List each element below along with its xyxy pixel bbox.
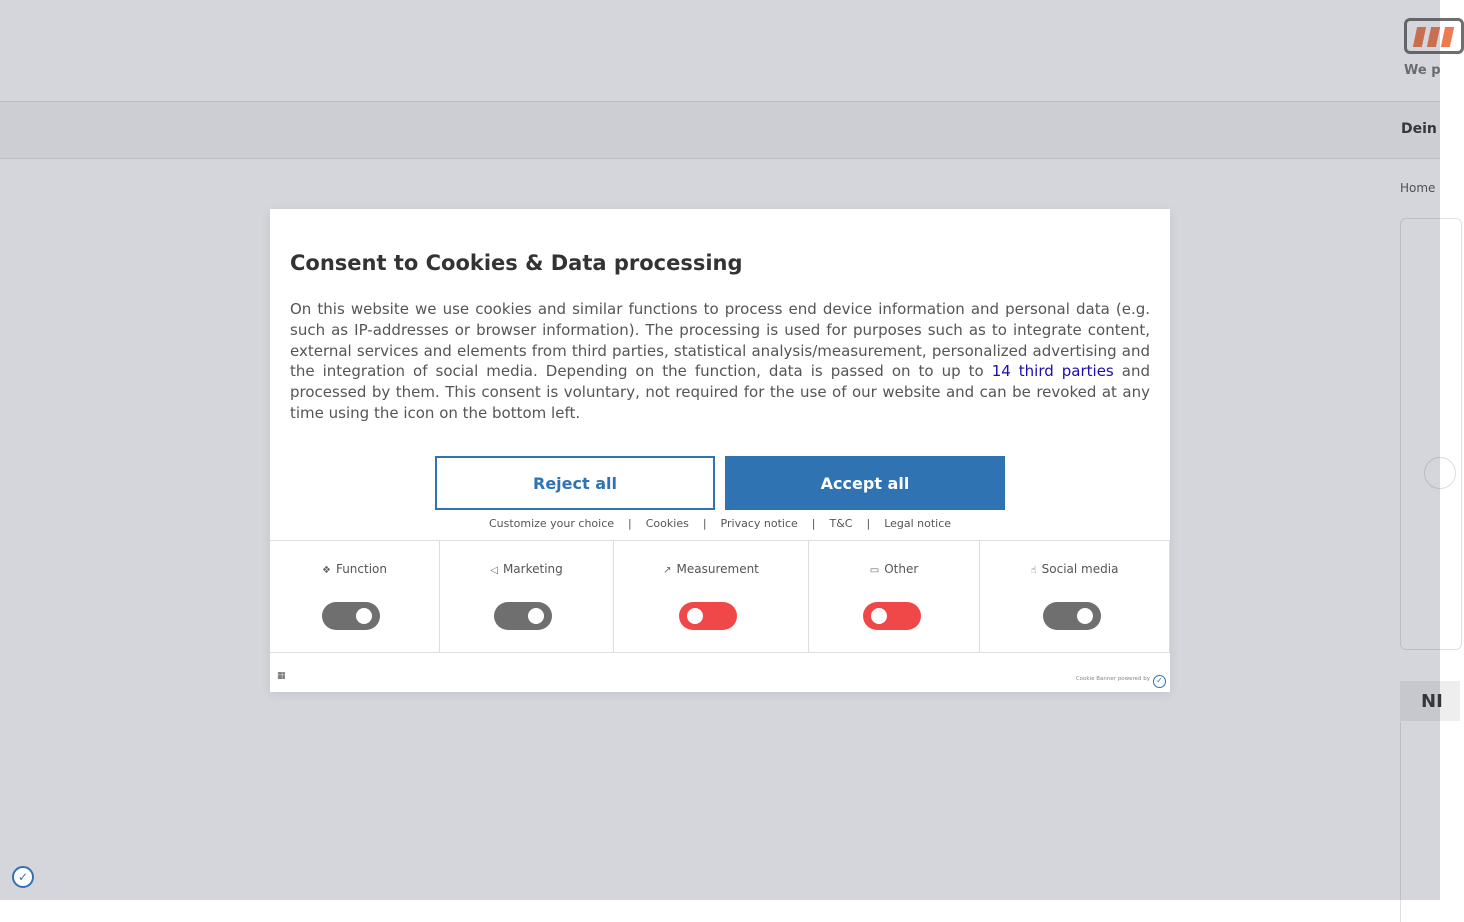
dialog-links: [270, 517, 1170, 530]
breadcrumb[interactable]: Home: [1400, 181, 1436, 195]
link-separator: |: [628, 517, 632, 530]
category-label: Function: [335, 562, 387, 576]
marketing-toggle[interactable]: [494, 602, 552, 630]
language-icon[interactable]: ▦: [277, 671, 286, 681]
other-toggle[interactable]: [863, 602, 921, 630]
chart-icon: ↗: [663, 565, 672, 576]
consent-provider-logo-icon: ✓: [1153, 675, 1166, 688]
chat-icon: ▭: [869, 565, 880, 576]
dialog-title: Consent to Cookies & Data processing: [290, 251, 743, 275]
link-separator: |: [811, 517, 816, 530]
customize-choice-link[interactable]: Customize your choice: [488, 517, 615, 530]
dialog-description: [290, 299, 1150, 424]
description-text-continued: and processed by them. This consent is voluntary, not required for the use of our website and can be revoked at any time using the icon on the bottom left.: [290, 362, 1150, 422]
thumbs-up-icon: ☝: [1030, 565, 1037, 576]
category-marketing: [440, 541, 614, 652]
link-separator: |: [866, 517, 871, 530]
powered-by-text: Cookie Banner powered by: [1075, 676, 1150, 682]
cookie-consent-dialog: [270, 209, 1170, 692]
category-function: [270, 541, 440, 652]
category-label: Marketing: [502, 562, 563, 576]
category-social-media: [980, 541, 1170, 652]
toggle-knob: [687, 608, 703, 624]
legal-notice-link[interactable]: Legal notice: [884, 517, 952, 530]
terms-link[interactable]: T&C: [829, 517, 853, 530]
toggle-knob: [528, 608, 544, 624]
toggle-knob: [871, 608, 887, 624]
category-other: [809, 541, 980, 652]
category-label: Social media: [1041, 562, 1119, 576]
consent-categories: [270, 540, 1170, 653]
accept-all-button[interactable]: Accept all: [725, 456, 1005, 510]
measurement-toggle[interactable]: [679, 602, 737, 630]
link-separator: |: [702, 517, 707, 530]
site-tagline: We p: [1404, 63, 1441, 78]
cookies-link[interactable]: Cookies: [645, 517, 689, 530]
description-text: On this website we use cookies and similar functions to process end device information and personal data (e.g. such as IP-addresses or browser information). The processing is used for purposes such as to integrate content, external services and elements from third parties, statistical analysis/measurement, personalized advertising and the integration of social media. Depending on the function, data is passed on to up to: [290, 300, 1150, 381]
social-media-toggle[interactable]: [1043, 602, 1101, 630]
privacy-notice-link[interactable]: Privacy notice: [720, 517, 798, 530]
cookie-settings-icon[interactable]: ✓: [12, 866, 34, 888]
function-toggle[interactable]: [322, 602, 380, 630]
megaphone-icon: ◁: [490, 565, 498, 576]
reject-all-button[interactable]: Reject all: [435, 456, 715, 510]
toggle-knob: [356, 608, 372, 624]
category-measurement: [614, 541, 809, 652]
third-parties-link[interactable]: 14 third parties: [991, 362, 1114, 381]
toggle-knob: [1077, 608, 1093, 624]
side-section-heading-text: NI: [1421, 691, 1443, 712]
puzzle-icon: ❖: [321, 565, 331, 576]
category-label: Measurement: [676, 562, 759, 576]
nav-item[interactable]: Dein: [1401, 121, 1437, 137]
category-label: Other: [884, 562, 919, 576]
